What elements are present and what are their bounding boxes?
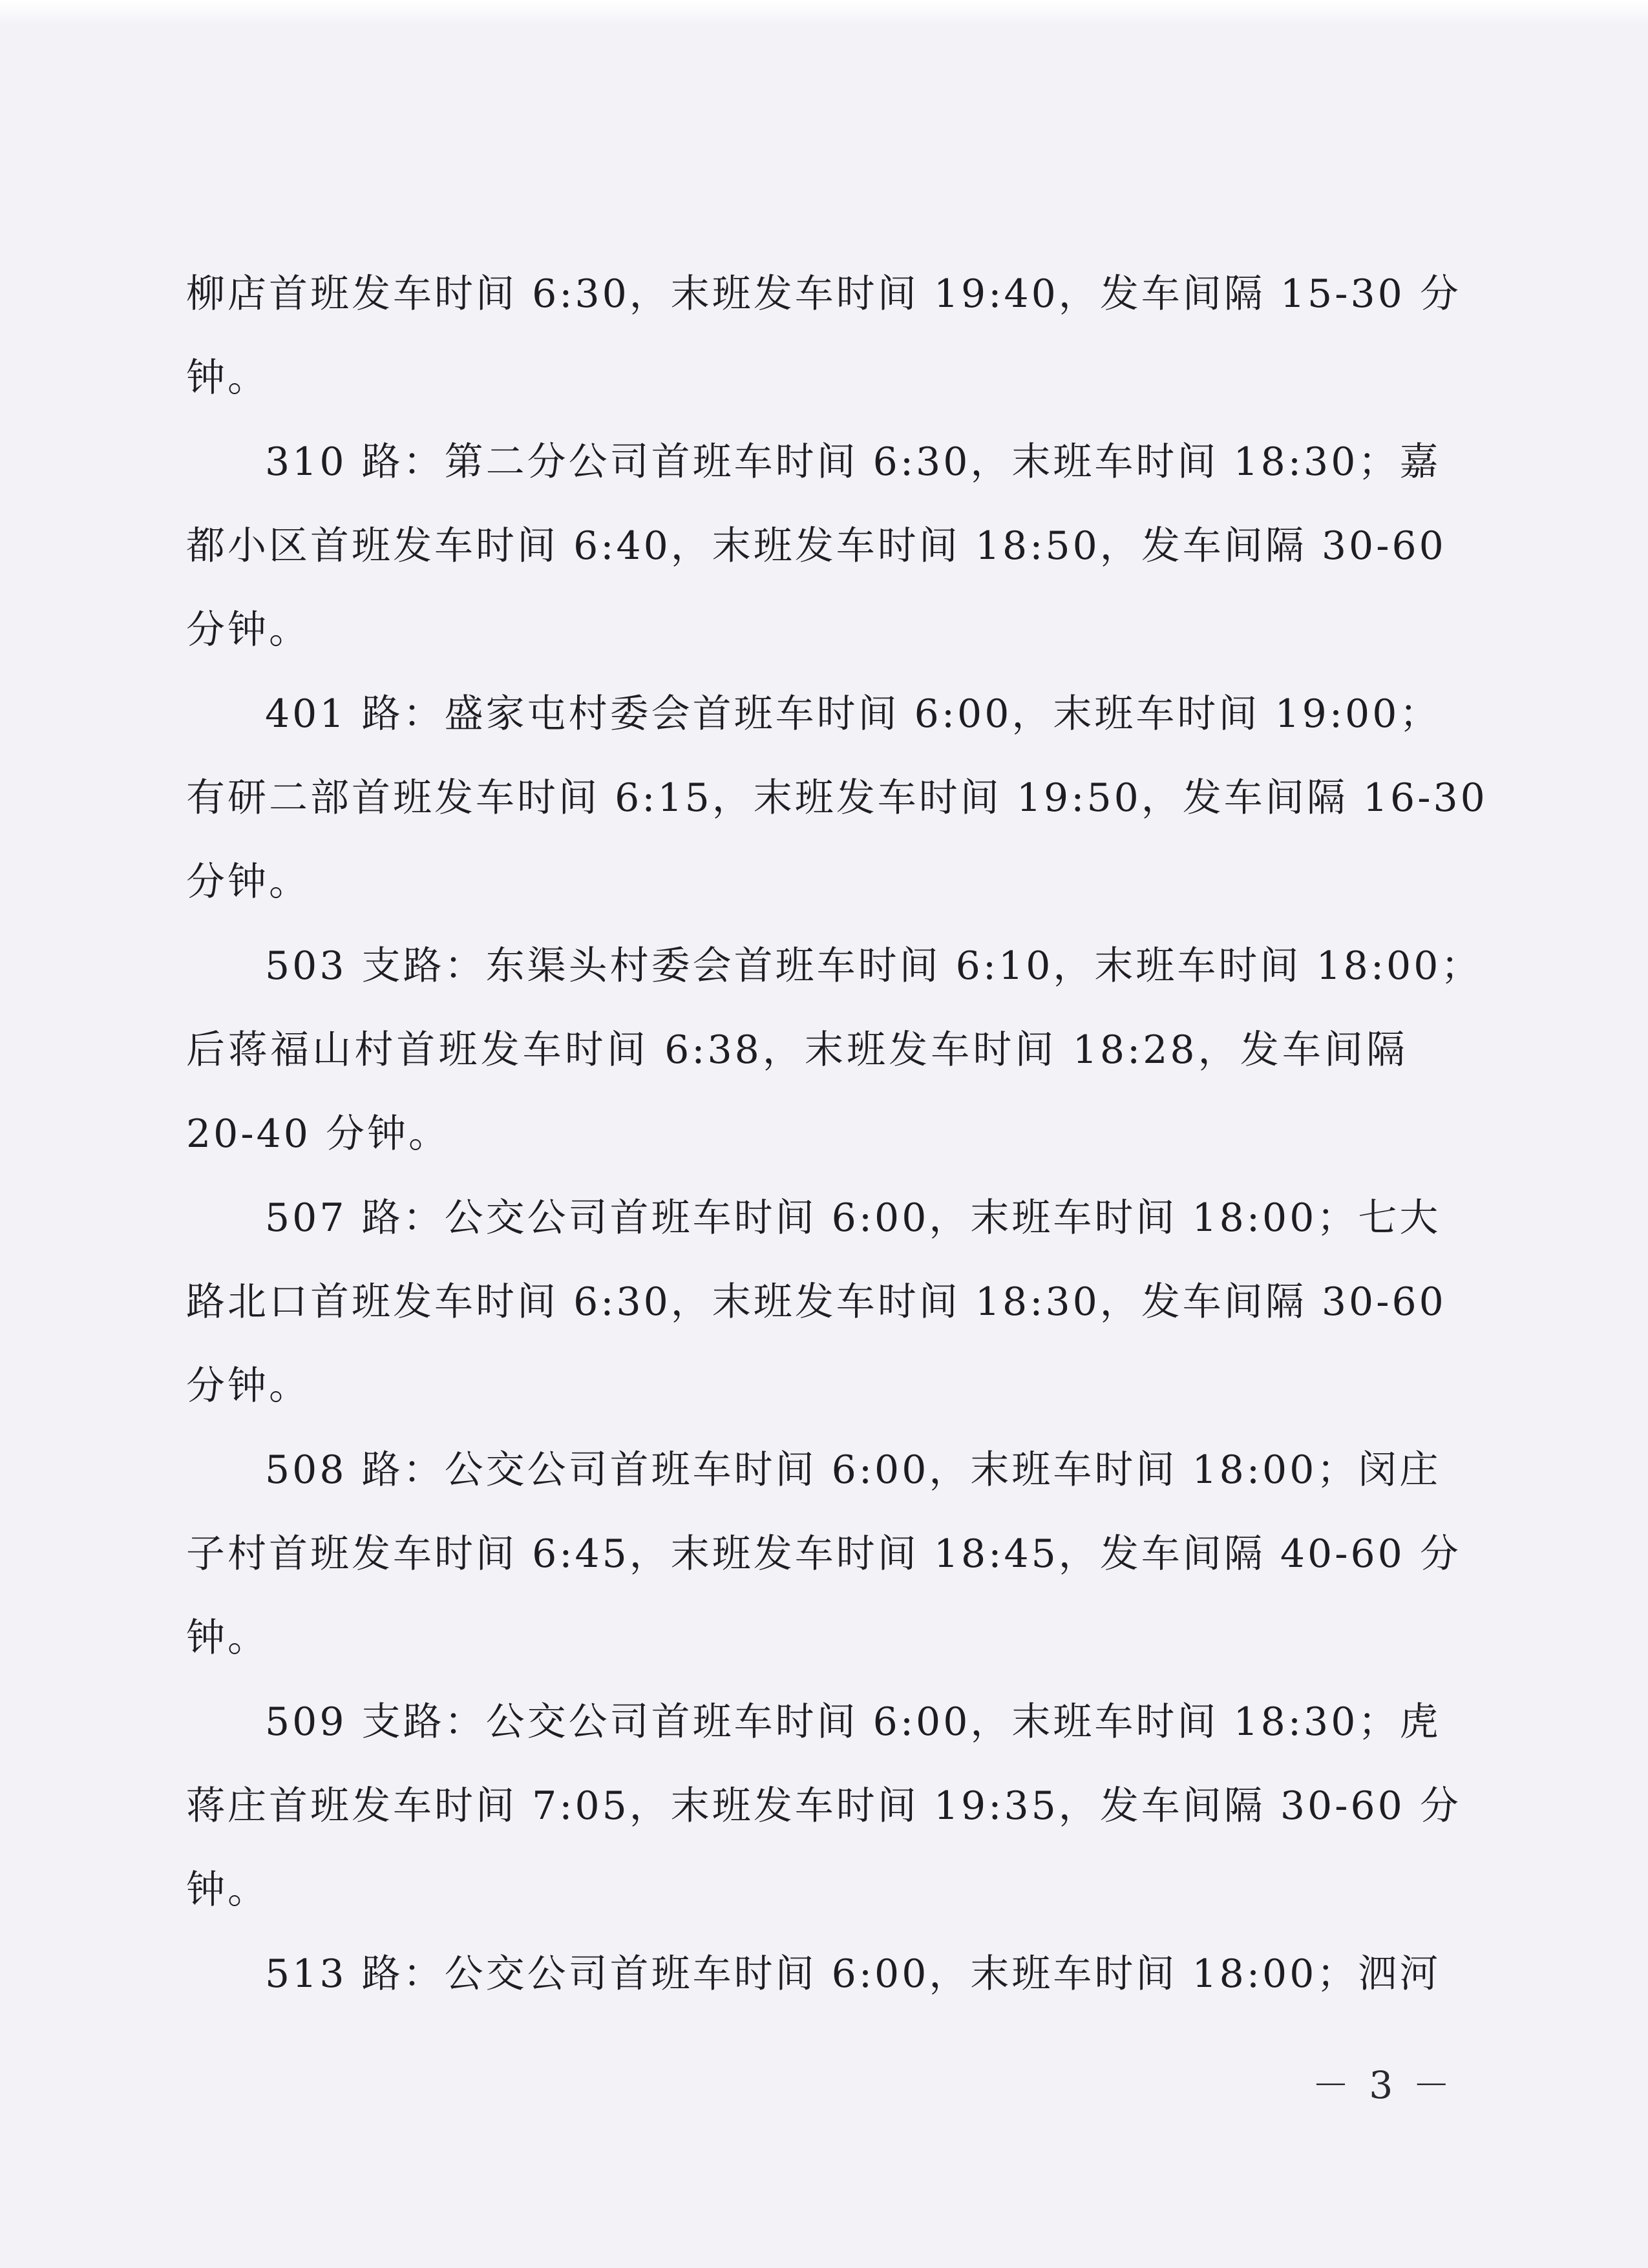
text-line: 都小区首班发车时间 6:40，末班发车时间 18:50，发车间隔 30-60 [186,523,1446,569]
document-body [186,252,1488,2016]
text-line: 柳店首班发车时间 6:30，末班发车时间 19:40，发车间隔 15-30 分 [186,271,1461,317]
text-line: 分钟。 [186,1363,310,1409]
text-line: 钟。 [186,1867,269,1913]
route-513-line: 513 路：公交公司首班车时间 6:00，末班车时间 18:00；泗河 [265,1951,1441,1997]
route-503-branch-line: 503 支路：东渠头村委会首班车时间 6:10，末班车时间 18:00； [265,943,1483,989]
route-507-line: 507 路：公交公司首班车时间 6:00，末班车时间 18:00；七大 [265,1195,1441,1241]
text-line: 蒋庄首班发车时间 7:05，末班发车时间 19:35，发车间隔 30-60 分 [186,1783,1461,1829]
route-508-line: 508 路：公交公司首班车时间 6:00，末班车时间 18:00；闵庄 [265,1447,1441,1493]
scan-edge [0,0,1648,26]
text-line: 分钟。 [186,859,310,905]
text-line: 后蒋福山村首班发车时间 6:38，末班发车时间 18:28，发车间隔 [186,1027,1408,1073]
route-310-line: 310 路：第二分公司首班车时间 6:30，末班车时间 18:30；嘉 [265,439,1441,485]
text-line: 子村首班发车时间 6:45，末班发车时间 18:45，发车间隔 40-60 分 [186,1531,1461,1577]
text-line: 路北口首班发车时间 6:30，末班发车时间 18:30，发车间隔 30-60 [186,1279,1446,1325]
text-line: 分钟。 [186,607,310,653]
route-509-branch-line: 509 支路：公交公司首班车时间 6:00，末班车时间 18:30；虎 [265,1699,1441,1745]
text-line: 钟。 [186,1615,269,1661]
page-number: － 3 － [1312,2063,1454,2107]
text-line: 有研二部首班发车时间 6:15，末班发车时间 19:50，发车间隔 16-30 [186,775,1488,821]
text-line: 钟。 [186,355,269,401]
route-401-line: 401 路：盛家屯村委会首班车时间 6:00，末班车时间 19:00； [265,691,1441,737]
text-line: 20-40 分钟。 [186,1111,450,1157]
